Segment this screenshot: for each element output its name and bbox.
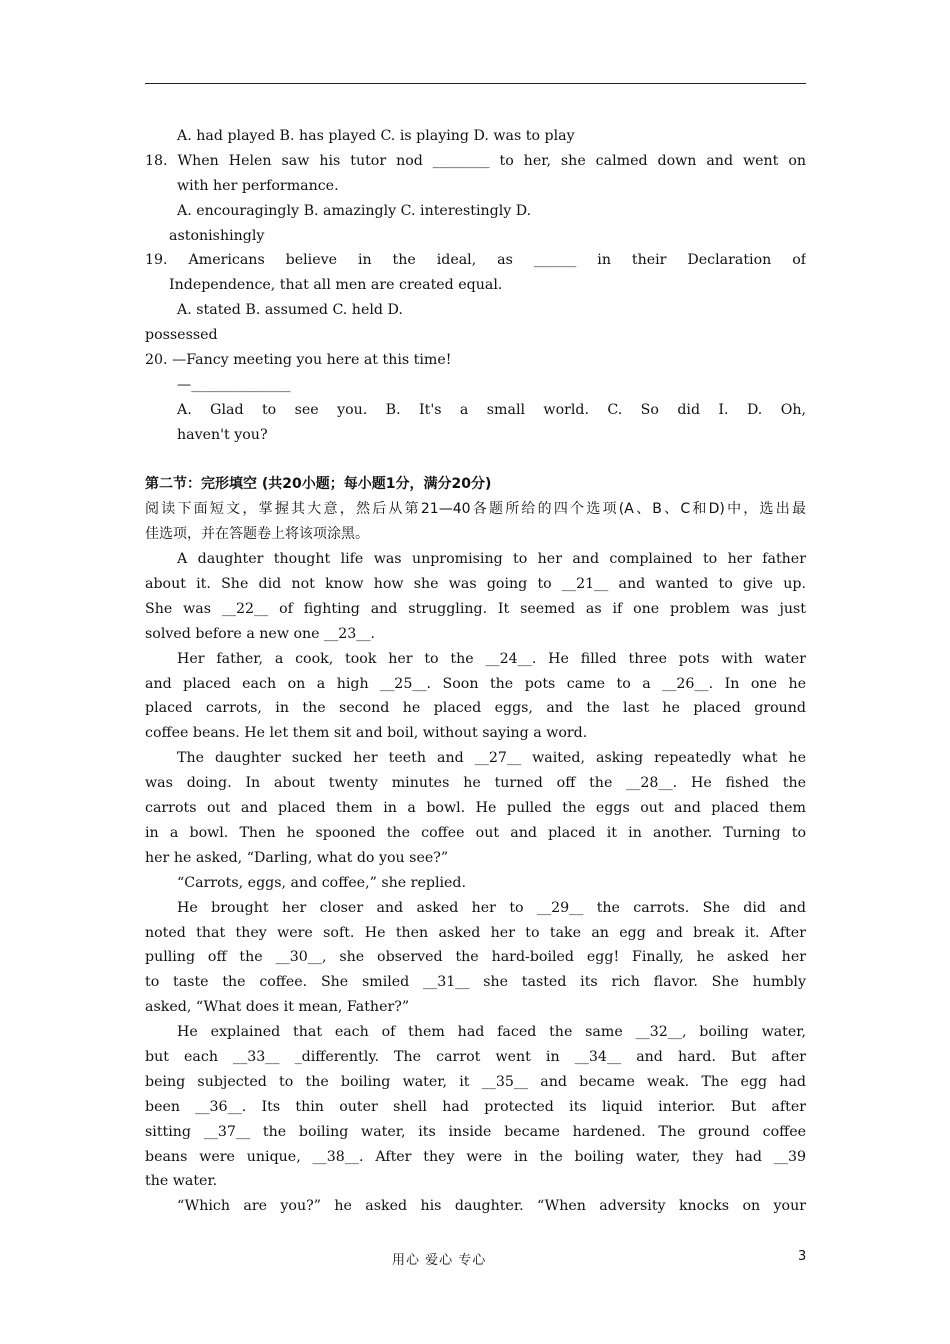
text-line: 第二节：完形填空 (共20小题；每小题1分，满分20分) [145, 476, 492, 493]
text-line: —______________ [177, 376, 291, 393]
text-line: 20. —Fancy meeting you here at this time! [145, 352, 452, 369]
text-line: asked, “What does it mean, Father?” [145, 999, 410, 1016]
text-line: being subjected to the boiling water, it __35__ and became weak. The egg had [145, 1073, 806, 1090]
text-line: 18. When Helen saw his tutor nod ________ to her, she calmed down and went on [145, 152, 806, 169]
text-line: 佳选项，并在答题卷上将该项涂黑。 [145, 526, 369, 543]
text-line: with her performance. [177, 177, 339, 194]
text-line: about it. She did not know how she was going to __21__ and wanted to give up. [145, 576, 806, 593]
footer-motto: 用心 爱心 专心 [392, 1253, 487, 1268]
text-line: was doing. In about twenty minutes he turned off the __28__. He fished the [145, 775, 806, 792]
text-line: the water. [145, 1173, 218, 1190]
text-line: haven't you? [177, 426, 268, 443]
text-line: to taste the coffee. She smiled __31__ she tasted its rich flavor. She humbly [145, 974, 806, 991]
text-line: A. encouragingly B. amazingly C. interestingly D. [177, 202, 532, 219]
text-line: “Carrots, eggs, and coffee,” she replied. [177, 874, 467, 891]
text-line: and placed each on a high __25__. Soon the pots came to a __26__. In one he [145, 675, 806, 692]
text-line: He explained that each of them had faced the same __32__, boiling water, [177, 1024, 806, 1041]
text-line: coffee beans. He let them sit and boil, without saying a word. [145, 725, 588, 742]
text-line: She was __22__ of fighting and struggling. It seemed as if one problem was just [145, 600, 806, 617]
text-line: possessed [145, 327, 218, 344]
text-line [145, 448, 806, 473]
text-line: sitting __37__ the boiling water, its inside became hardened. The ground coffee [145, 1123, 806, 1140]
text-line: beans were unique, __38__. After they were in the boiling water, they had __39 [145, 1148, 806, 1165]
text-line: The daughter sucked her teeth and __27__ waited, asking repeatedly what he [177, 750, 806, 767]
text-line: Independence, that all men are created equal. [169, 277, 503, 294]
text-line: 19. Americans believe in the ideal, as ______ in their Declaration of [145, 252, 806, 269]
text-line: solved before a new one __23__. [145, 625, 375, 642]
header-rule [145, 83, 806, 84]
text-line: A. stated B. assumed C. held D. [177, 302, 403, 319]
text-line: been __36__. Its thin outer shell had protected its liquid interior. But after [145, 1098, 806, 1115]
text-line: her he asked, “Darling, what do you see?” [145, 849, 449, 866]
text-line: A daughter thought life was unpromising to her and complained to her father [177, 551, 806, 568]
text-line: placed carrots, in the second he placed eggs, and the last he placed ground [145, 700, 806, 717]
text-line: noted that they were soft. He then asked her to take an egg and break it. After [145, 924, 806, 941]
page-number: 3 [798, 1249, 807, 1264]
text-line: pulling off the __30__, she observed the hard-boiled egg! Finally, he asked her [145, 949, 806, 966]
text-line: 阅读下面短文，掌握其大意，然后从第21—40各题所给的四个选项(A、B、C和D)中，选出最 [145, 501, 806, 518]
text-line: “Which are you?” he asked his daughter. “When adversity knocks on your [177, 1198, 806, 1215]
text-line: Her father, a cook, took her to the __24__. He filled three pots with water [177, 650, 806, 667]
text-line: astonishingly [169, 227, 265, 244]
document-body [145, 124, 806, 1219]
text-line: carrots out and placed them in a bowl. He pulled the eggs out and placed them [145, 800, 806, 817]
text-line: A. had played B. has played C. is playing D. was to play [177, 128, 575, 144]
text-line: He brought her closer and asked her to __29__ the carrots. She did and [177, 899, 806, 916]
text-line: but each __33__ _differently. The carrot went in __34__ and hard. But after [145, 1048, 806, 1065]
text-line: A. Glad to see you. B. It's a small world. C. So did I. D. Oh, [177, 401, 806, 418]
text-line: in a bowl. Then he spooned the coffee out and placed it in another. Turning to [145, 824, 806, 841]
